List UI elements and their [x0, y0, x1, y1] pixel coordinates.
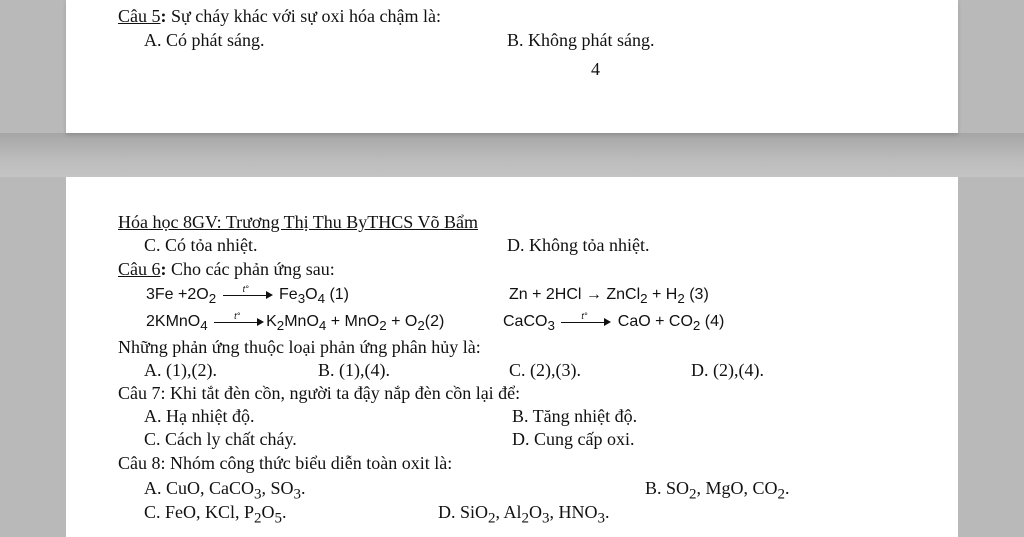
r4-reactant: CaCO [503, 313, 548, 330]
r3-sub: 2 [640, 291, 648, 307]
r1-reactants: 3Fe +2O [146, 286, 209, 303]
arrow-label: t° [581, 310, 588, 321]
question-5-label: Câu 5 [118, 6, 161, 26]
document-page-4 [66, 0, 958, 133]
r3-number: (3) [684, 286, 709, 303]
q8-c-text: . [282, 502, 287, 522]
q6-option-d: D. (2),(4). [691, 360, 764, 380]
page-header: Hóa học 8GV: Trương Thị Thu ByTHCS Võ Bẩm [118, 212, 478, 232]
r2-product: K [266, 313, 277, 330]
q8-d-sub: 2 [488, 510, 496, 527]
heat-arrow [561, 310, 611, 327]
q8-b-sub: 2 [777, 486, 786, 503]
reaction-4 [503, 312, 724, 336]
r2-sub: 4 [200, 318, 208, 334]
q8-d-text: . [605, 502, 610, 522]
r1-number: (1) [325, 286, 349, 303]
q5-option-a: A. Có phát sáng. [144, 30, 265, 50]
q8-a-text: . [301, 478, 306, 498]
question-5-text: Sự cháy khác với sự oxi hóa chậm là: [166, 6, 441, 26]
r1-product: Fe [279, 286, 298, 303]
question-6-text: Cho các phản ứng sau: [166, 259, 335, 279]
q5-option-b: B. Không phát sáng. [507, 30, 655, 50]
r3-equation: Zn + 2HCl → ZnCl [509, 286, 641, 303]
arrow-label: t° [234, 310, 241, 321]
q5-option-c: C. Có tỏa nhiệt. [144, 235, 258, 255]
reaction-1 [146, 285, 349, 309]
r1-sub: 4 [317, 291, 325, 307]
r3-equation: + H [647, 286, 678, 303]
question-5-colon: : [160, 6, 167, 26]
q8-c-text: C. FeO, KCl, P [144, 502, 255, 522]
q8-d-sub: 2 [521, 510, 530, 527]
r2-sub: 2 [276, 318, 285, 334]
question-5 [118, 6, 441, 26]
reaction-3 [509, 285, 709, 309]
q8-d-sub: 3 [542, 510, 550, 527]
heat-arrow [223, 283, 273, 300]
q8-a-sub: 3 [293, 486, 302, 503]
q8-b-text: , MgO, CO [696, 478, 778, 498]
q5-option-d: D. Không tỏa nhiệt. [507, 235, 650, 255]
r1-sub: 2 [208, 291, 217, 307]
page-number: 4 [591, 59, 600, 79]
q7-option-c: C. Cách ly chất cháy. [144, 429, 297, 449]
question-8: Câu 8: Nhóm công thức biểu diễn toàn oxit là: [118, 453, 453, 473]
q8-option-b [645, 478, 790, 505]
q8-option-d [438, 502, 610, 529]
q8-c-sub: 2 [254, 510, 262, 527]
document-page-5 [66, 177, 958, 537]
r2-product: MnO [284, 313, 319, 330]
q8-b-text: B. SO [645, 478, 690, 498]
r2-sub: 2 [379, 318, 387, 334]
q8-option-c [144, 502, 287, 529]
heat-arrow [214, 310, 264, 327]
page-gap [0, 133, 1024, 177]
q8-a-text: , SO [261, 478, 294, 498]
q8-d-sub: 3 [597, 510, 606, 527]
r4-product: CaO + CO [617, 313, 693, 330]
r3-sub: 2 [677, 291, 685, 307]
q7-option-a: A. Hạ nhiệt độ. [144, 406, 255, 426]
question-6-prompt: Những phản ứng thuộc loại phản ứng phân hủy là: [118, 337, 481, 357]
question-6-colon: : [160, 259, 167, 279]
question-6-label: Câu 6 [118, 259, 161, 279]
q8-d-text: , Al [495, 502, 522, 522]
r2-product: + O [386, 313, 418, 330]
r2-product: + MnO [326, 313, 380, 330]
r2-sub: 4 [318, 318, 327, 334]
q6-option-a: A. (1),(2). [144, 360, 217, 380]
r2-sub: 2 [417, 318, 425, 334]
r2-number: (2) [424, 313, 445, 330]
q8-b-text: . [785, 478, 790, 498]
q8-c-sub: 5 [274, 510, 283, 527]
q8-a-sub: 3 [254, 486, 262, 503]
r4-sub: 2 [692, 318, 701, 334]
q8-c-text: O [261, 502, 275, 522]
q8-d-text: D. SiO [438, 502, 489, 522]
q8-option-a [144, 478, 306, 505]
q8-d-text: O [529, 502, 543, 522]
question-7: Câu 7: Khi tắt đèn cồn, người ta đậy nắp đèn cồn lại để: [118, 383, 521, 403]
q8-a-text: A. CuO, CaCO [144, 478, 255, 498]
q8-b-sub: 2 [689, 486, 697, 503]
q8-d-text: , HNO [549, 502, 598, 522]
question-6 [118, 259, 335, 279]
r4-sub: 3 [547, 318, 555, 334]
r2-reactant: 2KMnO [146, 313, 201, 330]
r1-product: O [305, 286, 318, 303]
arrow-label: t° [242, 283, 249, 294]
q7-option-b: B. Tăng nhiệt độ. [512, 406, 638, 426]
r4-number: (4) [700, 313, 725, 330]
q7-option-d: D. Cung cấp oxi. [512, 429, 635, 449]
r1-sub: 3 [297, 291, 306, 307]
reaction-2 [146, 312, 444, 336]
q6-option-b: B. (1),(4). [318, 360, 390, 380]
q6-option-c: C. (2),(3). [509, 360, 581, 380]
